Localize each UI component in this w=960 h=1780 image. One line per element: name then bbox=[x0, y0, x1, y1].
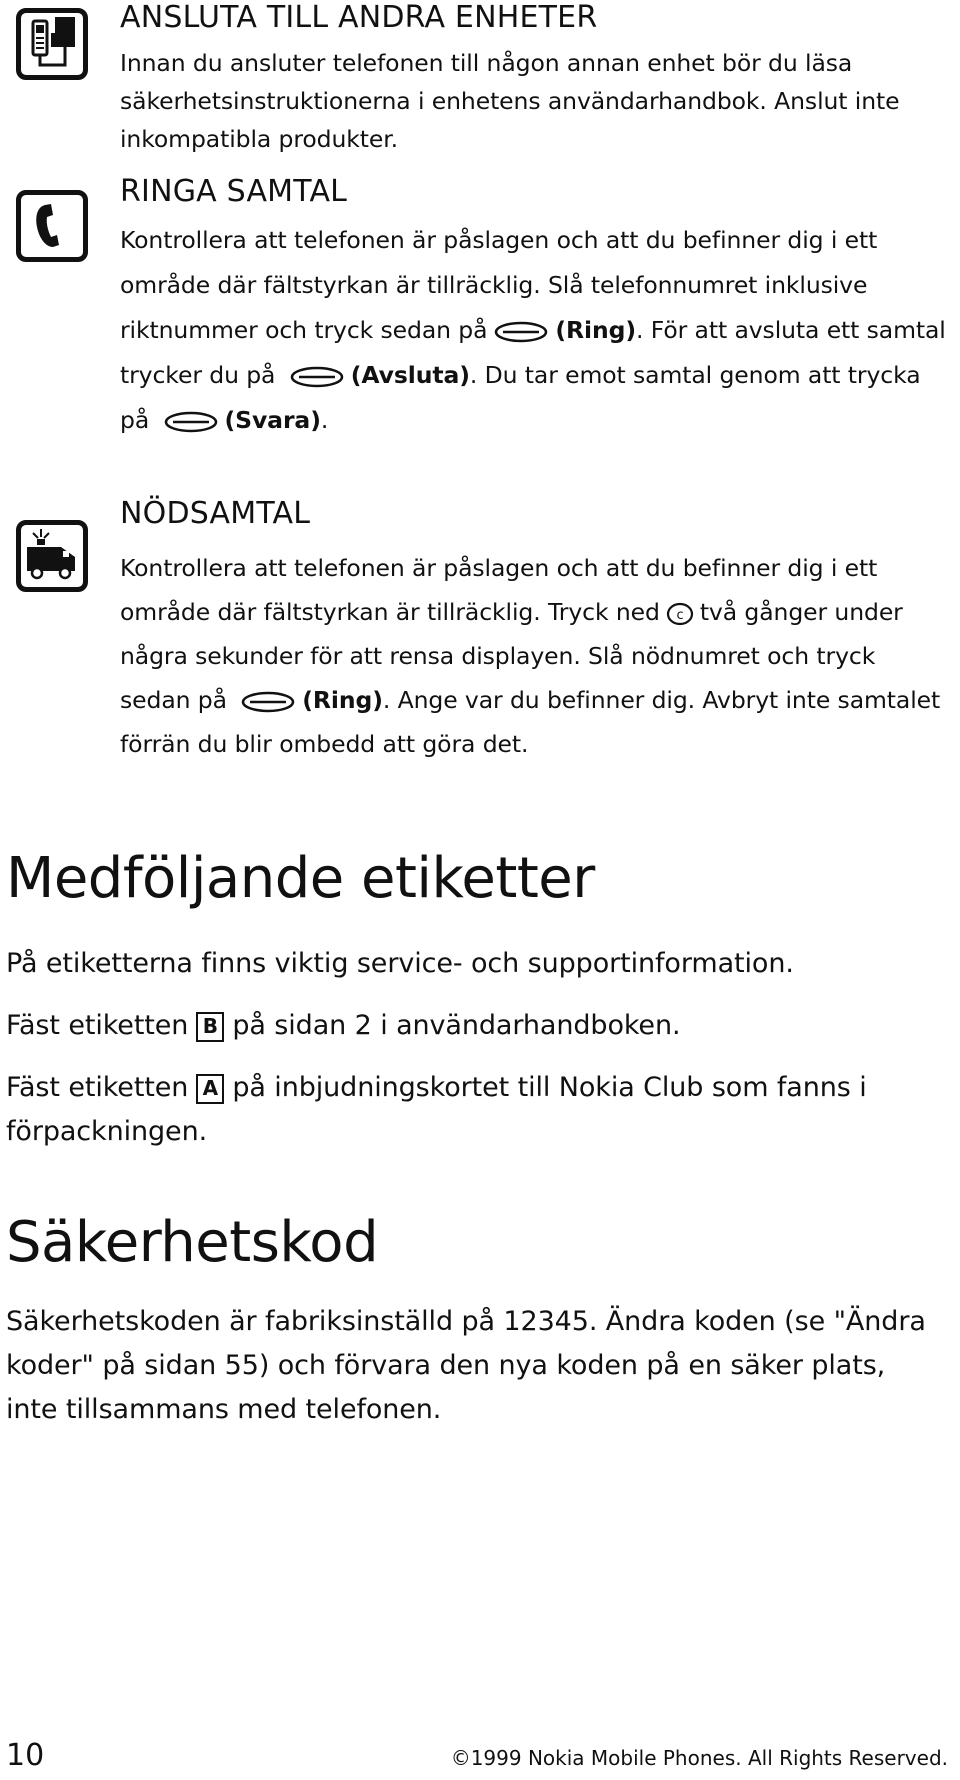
page-number: 10 bbox=[6, 1738, 45, 1773]
labels-intro: På etiketterna finns viktig service- och supportinformation. bbox=[6, 948, 794, 979]
body-text: . Ange var du befinner dig. Avbryt inte samtalet förrän du blir ombedd att göra det. bbox=[120, 686, 941, 758]
softkey-icon bbox=[163, 410, 219, 434]
ambulance-icon bbox=[16, 520, 88, 592]
section-make-call bbox=[120, 174, 950, 443]
labels-paragraph-a bbox=[6, 1066, 936, 1154]
body-text: . Du tar emot samtal genom att trycka på bbox=[120, 361, 921, 434]
key-label-answer: (Svara) bbox=[224, 406, 321, 434]
security-body: Säkerhetskoden är fabriksinställd på 12345. Ändra koden (se "Ändra koder" på sidan 55) och förvara den nya koden på en säker plats, inte tillsammans med telefonen. bbox=[6, 1306, 926, 1425]
svg-text:c: c bbox=[676, 607, 684, 623]
body-text: Kontrollera att telefonen är påslagen och att du befinner dig i ett område där fältstyrkan är tillräcklig. Tryck ned bbox=[120, 554, 878, 626]
labels-paragraph-b bbox=[6, 1004, 936, 1048]
body-text: . För att avsluta ett samtal trycker du på bbox=[120, 316, 946, 389]
softkey-icon bbox=[240, 690, 296, 714]
labels-title: Medföljande etiketter bbox=[6, 846, 595, 911]
phone-connector-icon bbox=[16, 8, 88, 80]
clear-key-icon bbox=[666, 600, 694, 628]
key-label-end: (Avsluta) bbox=[350, 361, 470, 389]
section-body: Innan du ansluter telefonen till någon annan enhet bör du läsa säkerhetsinstruktionerna i enhetens användarhandbok. Anslut inte inkompatibla produkter. bbox=[120, 49, 900, 153]
body-text: Fäst etiketten bbox=[6, 1072, 189, 1103]
body-text: på inbjudningskortet till Nokia Club som fanns i förpackningen. bbox=[6, 1072, 867, 1147]
body-text: på sidan 2 i användarhandboken. bbox=[232, 1010, 681, 1041]
section-heading: ANSLUTA TILL ANDRA ENHETER bbox=[120, 0, 598, 35]
handset-icon bbox=[16, 190, 88, 262]
section-emergency-call bbox=[120, 496, 950, 766]
body-text: Fäst etiketten bbox=[6, 1010, 189, 1041]
key-label-ring: (Ring) bbox=[302, 686, 383, 714]
copyright-text: 1999 Nokia Mobile Phones. All Rights Reserved. bbox=[470, 1746, 948, 1770]
body-text: . bbox=[320, 406, 329, 434]
copyright-symbol: © bbox=[450, 1746, 471, 1770]
section-heading: NÖDSAMTAL bbox=[120, 496, 311, 531]
key-label-ring: (Ring) bbox=[555, 316, 637, 344]
body-text: två gånger under några sekunder för att rensa displayen. Slå nödnumret och tryck sedan på bbox=[120, 598, 903, 714]
softkey-icon bbox=[289, 365, 345, 389]
section-body bbox=[120, 218, 950, 443]
label-a-icon: A bbox=[196, 1074, 224, 1104]
section-heading: RINGA SAMTAL bbox=[120, 174, 348, 209]
copyright-notice bbox=[451, 1744, 948, 1772]
section-body bbox=[120, 546, 950, 766]
softkey-icon bbox=[493, 320, 549, 344]
security-title: Säkerhetskod bbox=[6, 1210, 379, 1275]
label-b-icon: B bbox=[196, 1012, 224, 1042]
body-text: Kontrollera att telefonen är påslagen och att du befinner dig i ett område där fältstyrkan är tillräcklig. Slå telefonnumret inklusive riktnummer och tryck sedan på bbox=[120, 226, 878, 344]
section-connect bbox=[120, 0, 950, 158]
